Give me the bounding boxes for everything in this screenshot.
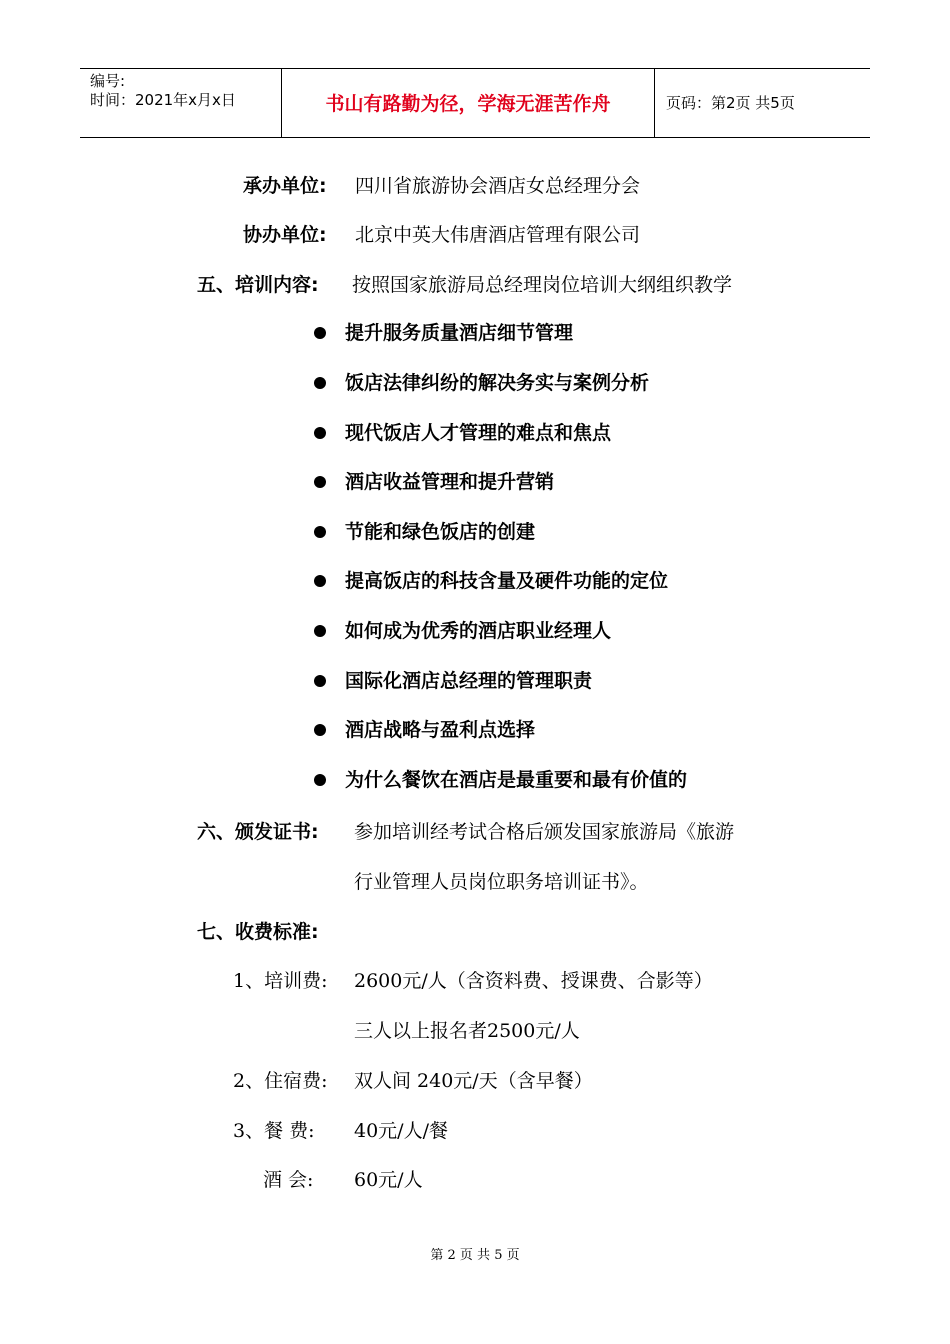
bullet-icon [314, 774, 326, 786]
fee-lodging-value: 双人间 240元/天（含早餐） [354, 1070, 593, 1092]
fee-lodging-label: 2、住宿费: [233, 1070, 328, 1092]
bullet-icon [314, 625, 326, 637]
fee-training-label: 1、培训费: [233, 970, 328, 992]
list-item: 饭店法律纠纷的解决务实与案例分析 [345, 372, 650, 394]
section-training-content-label: 五、培训内容: [197, 274, 319, 296]
bullet-icon [314, 327, 326, 339]
organizer-co-label: 协办单位: [243, 224, 327, 246]
header-motto: 书山有路勤为径，学海无涯苦作舟 [325, 93, 611, 115]
bullet-icon [314, 427, 326, 439]
header-meta-cell [80, 69, 282, 137]
bullet-icon [314, 377, 326, 389]
header-motto-cell [282, 69, 655, 137]
section-certificate-line-1: 参加培训经考试合格后颁发国家旅游局《旅游 [354, 821, 735, 843]
section-training-content-value: 按照国家旅游局总经理岗位培训大纲组织教学 [352, 274, 733, 296]
bullet-icon [314, 526, 326, 538]
page-footer-number: 第 2 页 共 5 页 [430, 1248, 520, 1263]
bullet-icon [314, 724, 326, 736]
list-item: 现代饭店人才管理的难点和焦点 [345, 422, 612, 444]
bullet-icon [314, 476, 326, 488]
list-item: 为什么餐饮在酒店是最重要和最有价值的 [345, 769, 688, 791]
list-item: 酒店收益管理和提升营销 [345, 471, 555, 493]
list-item: 国际化酒店总经理的管理职责 [345, 670, 593, 692]
fee-banquet-label: 酒 会: [263, 1169, 314, 1191]
fee-meal-value: 40元/人/餐 [354, 1120, 448, 1142]
bullet-icon [314, 575, 326, 587]
list-item: 酒店战略与盈利点选择 [345, 719, 536, 741]
list-item: 提高饭店的科技含量及硬件功能的定位 [345, 570, 669, 592]
organizer-co-value: 北京中英大伟唐酒店管理有限公司 [355, 224, 641, 246]
section-certificate-label: 六、颁发证书: [197, 821, 319, 843]
section-fees-label: 七、收费标准: [197, 921, 319, 943]
header-page-number: 页码：第2页 共5页 [666, 94, 795, 112]
bullet-icon [314, 675, 326, 687]
document-number-label: 编号: [90, 72, 126, 90]
list-item: 节能和绿色饭店的创建 [345, 521, 536, 543]
document-date-label: 时间：2021年x月x日 [90, 91, 236, 109]
organizer-host-label: 承办单位: [243, 175, 327, 197]
organizer-host-value: 四川省旅游协会酒店女总经理分会 [355, 175, 641, 197]
section-certificate-line-2: 行业管理人员岗位职务培训证书》。 [354, 871, 649, 893]
header-page-cell [655, 69, 870, 137]
list-item: 提升服务质量酒店细节管理 [345, 322, 574, 344]
fee-banquet-value: 60元/人 [354, 1169, 423, 1191]
list-item: 如何成为优秀的酒店职业经理人 [345, 620, 612, 642]
fee-training-value: 2600元/人（含资料费、授课费、合影等） [354, 970, 713, 992]
fee-training-group-value: 三人以上报名者2500元/人 [354, 1020, 580, 1042]
fee-meal-label: 3、餐 费: [233, 1120, 315, 1142]
page-header [80, 68, 870, 138]
